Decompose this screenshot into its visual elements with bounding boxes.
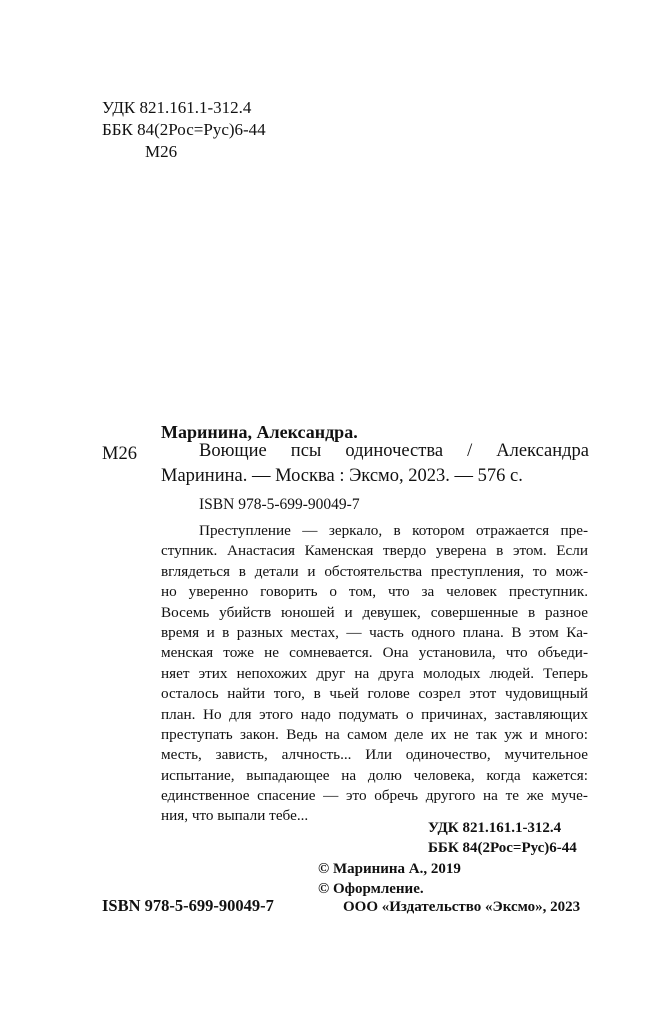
annotation-line: ступник. Анастасия Каменская твердо уверена в этом. Если bbox=[161, 542, 588, 560]
card-title-line-2: Маринина. — Москва : Эксмо, 2023. — 576 с. bbox=[161, 466, 523, 486]
card-mark: М26 bbox=[102, 444, 137, 464]
udk-code: УДК 821.161.1-312.4 bbox=[102, 98, 252, 117]
annotation-line: Восемь убийств юношей и девушек, совершенные в разное bbox=[161, 603, 588, 621]
annotation-line: план. Но для этого надо подумать о причинах, заставляющих bbox=[161, 705, 588, 723]
annotation-line: вглядеться в детали и обстоятельства преступления, то мож- bbox=[161, 562, 588, 580]
annotation-line: месть, зависть, алчность... Или одиночество, мучительное bbox=[161, 746, 588, 764]
annotation-line: няет этих непохожих друг на друга молодых людей. Теперь bbox=[161, 664, 588, 682]
annotation-line: преступать закон. Ведь на самом деле их не так уж и много: bbox=[161, 725, 588, 743]
copyright-design: © Оформление. bbox=[318, 881, 424, 897]
copyright-publisher: ООО «Издательство «Эксмо», 2023 bbox=[343, 899, 581, 915]
bottom-udk-code: УДК 821.161.1-312.4 bbox=[428, 820, 562, 836]
copyright-author: © Маринина А., 2019 bbox=[318, 861, 461, 877]
annotation-line: но уверенно говорить о том, что за человек преступник. bbox=[161, 583, 588, 601]
card-author: Маринина, Александра. bbox=[161, 422, 358, 442]
footer-isbn: ISBN 978-5-699-90049-7 bbox=[102, 896, 274, 915]
bbk-code: ББК 84(2Рос=Рус)6-44 bbox=[102, 120, 266, 139]
author-mark: М26 bbox=[145, 142, 178, 161]
annotation bbox=[161, 521, 588, 827]
annotation-line: Преступление — зеркало, в котором отражается пре- bbox=[199, 522, 588, 539]
card-isbn: ISBN 978-5-699-90049-7 bbox=[199, 496, 360, 513]
annotation-line: единственное спасение — это обречь другого на те же муче- bbox=[161, 787, 588, 805]
annotation-line: менская тоже не сомневается. Она установила, что объеди- bbox=[161, 644, 588, 662]
annotation-line: время и в разных местах, — часть одного плана. В этом Ка- bbox=[161, 623, 588, 641]
card-title-line-1: Воющие псы одиночества / Александра bbox=[199, 441, 589, 461]
annotation-line: ния, что выпали тебе... bbox=[161, 807, 309, 825]
annotation-line: осталось найти того, в чьей голове созрел этот чудовищный bbox=[161, 685, 588, 703]
bottom-bbk-code: ББК 84(2Рос=Рус)6-44 bbox=[428, 840, 577, 856]
annotation-line: испытание, выпадающее на долю человека, когда кажется: bbox=[161, 766, 588, 784]
